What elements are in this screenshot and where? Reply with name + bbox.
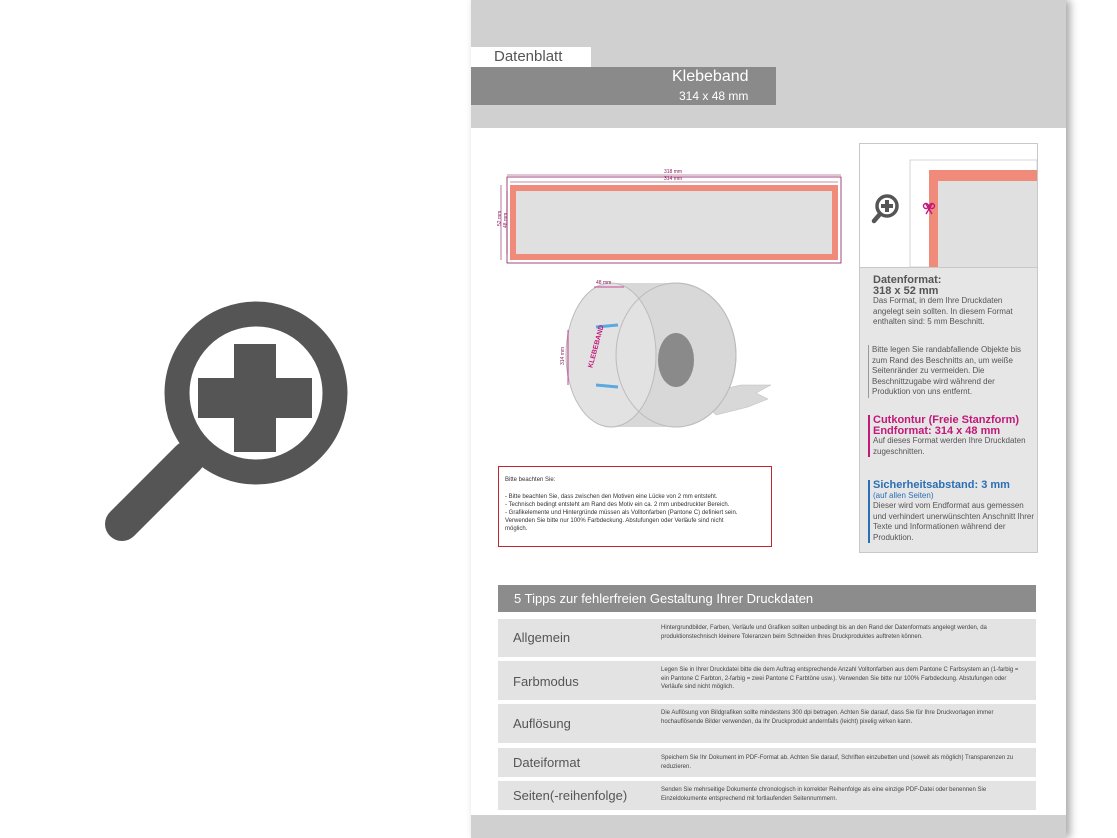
safety-sub: (auf allen Seiten): [873, 490, 934, 500]
tip-label: Allgemein: [513, 630, 571, 645]
dim-height-inner: 48 mm: [503, 212, 509, 228]
tip-text: Senden Sie mehrseitige Dokumente chronologisch in korrekter Reihenfolge als eine einzige PDF-Datei oder benennen Sie Einzeldokumente entsprechend mit fortlaufenden Seitennummern.: [661, 787, 987, 802]
tape-roll-illustration: [556, 275, 776, 435]
format-info-panel: [859, 143, 1038, 553]
product-title: Klebeband: [672, 68, 749, 85]
zoom-in-icon[interactable]: [100, 288, 360, 550]
title-box: [471, 67, 776, 105]
hint-list: [505, 493, 737, 533]
corner-detail-graphic: [860, 144, 1037, 267]
cut-heading: Cutkontur (Freie Stanzform): [873, 414, 1020, 426]
end-text: Auf dieses Format werden Ihre Druckdaten zugeschnitten.: [873, 436, 1026, 456]
tip-label: Seiten(-reihenfolge): [513, 788, 628, 803]
roll-print-text: KLEBEBAND: [587, 324, 606, 369]
hint-item: - Bitte beachten Sie, dass zwischen den Motiven eine Lücke von 2 mm entsteht.: [505, 494, 718, 500]
section-label: Datenblatt: [471, 47, 591, 67]
tip-text: Legen Sie in Ihrer Druckdatei bitte die dem Auftrag entsprechende Anzahl Volltonfarben aus dem Pantone C Farbsystem an (1-farbig = ein Pantone C Farbton, 2-farbig = zwei Pantone C Farbtöne usw.). Verwenden Sie bitte nur 100% Farbdeckung. Abstufungen oder Verläufe sind nicht möglich.: [661, 667, 1019, 690]
tip-label: Farbmodus: [513, 674, 579, 689]
zoom-small-icon[interactable]: [874, 196, 897, 221]
tip-row: [498, 748, 1036, 777]
datasheet-page: [471, 0, 1066, 838]
dim-width-inner: 314 mm: [664, 176, 683, 182]
tip-row: [498, 704, 1036, 743]
footer-band: [471, 815, 1066, 838]
hint-title: Bitte beachten Sie:: [505, 477, 556, 483]
tip-text: Hintergrundbilder, Farben, Verläufe und Grafiken sollten unbedingt bis an den Rand der Datenformats angelegt werden, da produktionstechnisch kleinere Toleranzen beim Schneiden Ihres Druckproduktes auftreten können.: [661, 625, 987, 640]
tip-text: Die Auflösung von Bildgrafiken sollte mindestens 300 dpi betragen. Achten Sie darauf, dass Sie für Ihre Druckvorlagen immer hochauflösende Bilder verwenden, da Ihr Druckprodukt andernfalls (leicht) pixelig wirken kann.: [661, 710, 994, 725]
bleed-text: Bitte legen Sie randabfallende Objekte bis zum Rand des Beschnitts an, um weiße Seitenränder zu vermeiden. Die Beschnittzugabe wird während der Produktion von uns entfernt.: [868, 345, 1034, 398]
hint-item: - Grafikelemente und Hintergründe müssen als Volltonfarben (Pantone C) definiert sein.: [505, 510, 738, 516]
roll-width-label: 48 mm: [596, 280, 612, 286]
product-size: 314 x 48 mm: [679, 89, 749, 103]
hint-item: möglich.: [505, 526, 528, 532]
datenformat-value: 318 x 52 mm: [873, 284, 939, 297]
datenformat-heading: Datenformat:: [873, 274, 942, 286]
corner-detail: [860, 144, 1037, 268]
tip-row: [498, 781, 1036, 810]
tip-row: [498, 619, 1036, 657]
tip-text: Speichern Sie Ihr Dokument im PDF-Format ab. Achten Sie darauf, Schriften einzubetten und (soweit als möglich) Transparenzen zu reduzieren.: [661, 755, 1014, 770]
end-heading: Endformat: 314 x 48 mm: [873, 424, 1001, 437]
hint-box: [498, 466, 772, 547]
tip-row: [498, 661, 1036, 700]
dim-width-outer: 318 mm: [664, 169, 683, 175]
dim-height-outer: 52 mm: [497, 210, 503, 226]
roll-length-label: 314 mm: [560, 346, 566, 365]
layout-diagram: [496, 165, 846, 267]
tips-heading: 5 Tipps zur fehlerfreien Gestaltung Ihrer Druckdaten: [498, 585, 1036, 612]
safety-heading: Sicherheitsabstand: 3 mm: [873, 479, 1010, 491]
tip-label: Auflösung: [513, 716, 571, 731]
hint-item: - Technisch bedingt entsteht am Rand des Motiv ein ca. 2 mm unbedruckter Bereich.: [505, 502, 730, 508]
safety-text: Dieser wird vom Endformat aus gemessen und verhindert unerwünschten Anschnitt Ihrer Texte und Informationen während der Produktion.: [873, 501, 1034, 542]
datenformat-text: Das Format, in dem Ihre Druckdaten angelegt sein sollten. In diesem Format enthalten sind: 5 mm Beschnitt.: [873, 296, 1013, 326]
hint-item: Verwenden Sie bitte nur 100% Farbdeckung. Abstufungen oder Verläufe sind nicht: [505, 518, 724, 524]
tip-label: Dateiformat: [513, 755, 581, 770]
